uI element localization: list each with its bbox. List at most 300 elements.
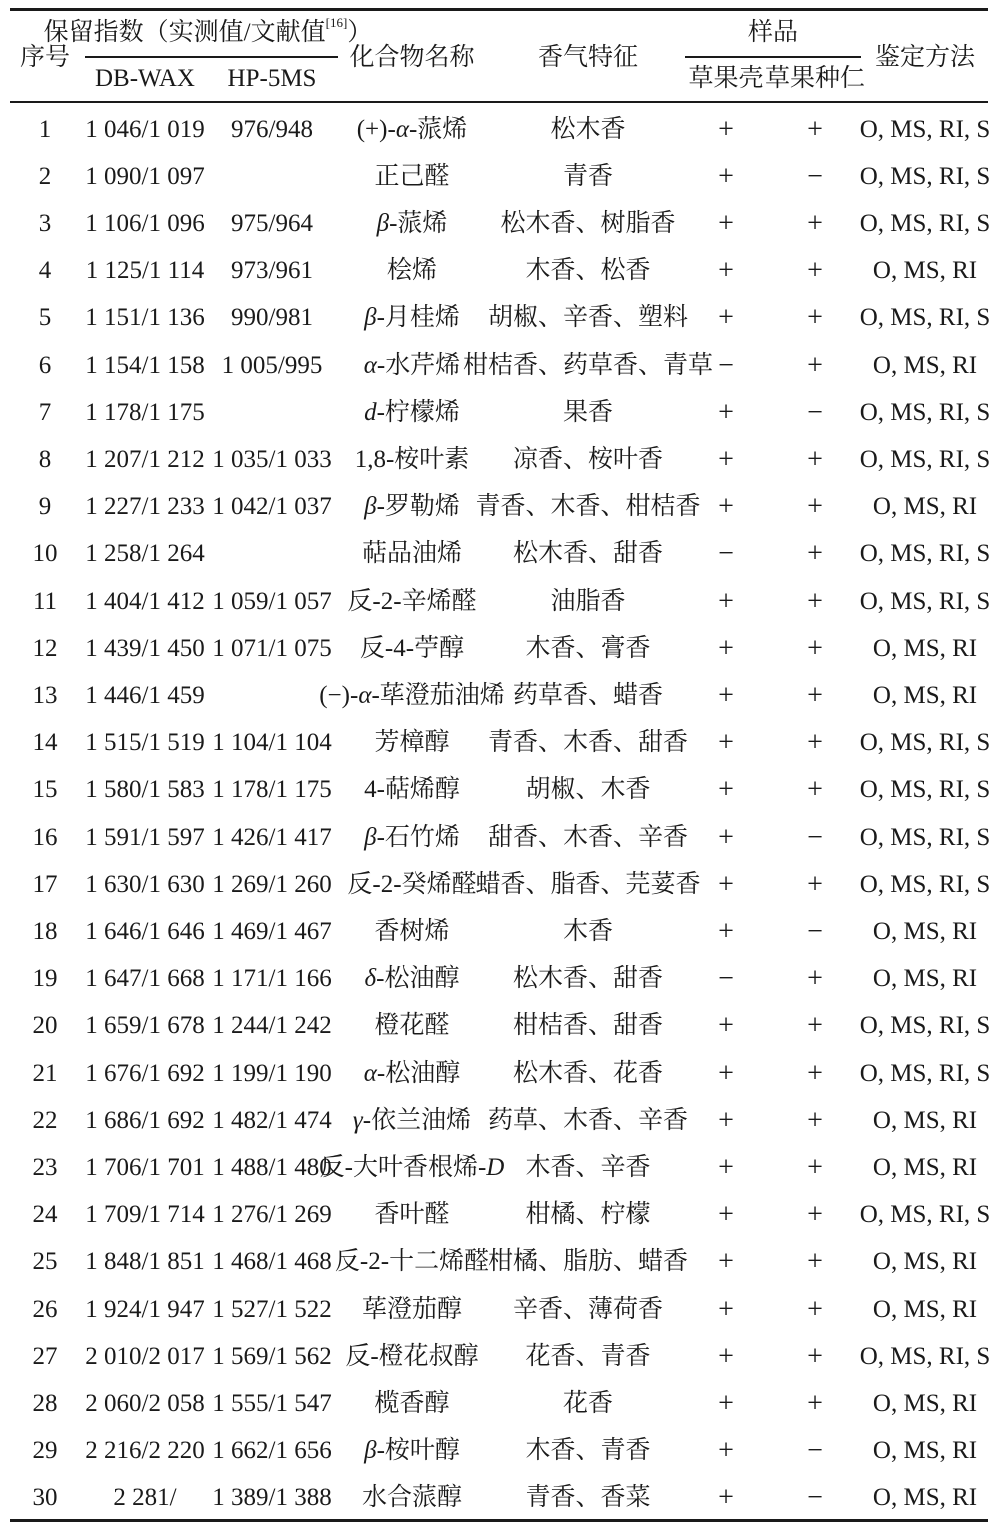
compound-name	[320, 1153, 505, 1183]
table-row	[0, 1003, 996, 1050]
hp-5ms-index: 1 389/1 388	[212, 1484, 332, 1512]
seed-presence: +	[807, 302, 823, 334]
row-number: 28	[32, 1389, 58, 1417]
table-row	[0, 1475, 996, 1522]
db-wax-index: 1 154/1 158	[85, 351, 205, 379]
table-row	[0, 908, 996, 955]
row-number: 25	[32, 1248, 58, 1276]
compound-name	[364, 775, 460, 805]
compound-italic: α	[363, 1059, 377, 1087]
compound-main: -荜澄茄油烯	[371, 681, 505, 709]
aroma-description: 木香	[562, 917, 614, 945]
aroma-description: 果香	[562, 398, 614, 426]
compound-main: 香叶醛	[374, 1201, 450, 1229]
aroma-description: 药草、木香、辛香	[487, 1106, 689, 1134]
shell-presence: +	[718, 1104, 734, 1136]
table-row	[0, 861, 996, 908]
aroma-description: 凉香、桉叶香	[512, 445, 664, 473]
hp-5ms-index: 976/948	[231, 115, 313, 143]
seed-presence: −	[807, 1482, 823, 1514]
compound-main: 榄香醇	[374, 1389, 450, 1417]
seed-presence: +	[807, 1293, 823, 1325]
seed-presence: −	[807, 915, 823, 947]
db-wax-index: 1 647/1 668	[85, 965, 205, 993]
hp-5ms-index: 990/981	[231, 304, 313, 332]
aroma-description: 甜香、木香、辛香	[487, 823, 689, 851]
seed-presence: +	[807, 1010, 823, 1042]
db-wax-index: 2 060/2 058	[85, 1389, 205, 1417]
aroma-description: 药草香、蜡香	[512, 681, 664, 709]
compound-italic: α	[358, 681, 372, 709]
compound-name	[362, 1483, 462, 1513]
aroma-description: 青香	[562, 162, 614, 190]
shell-presence: +	[718, 774, 734, 806]
compound-name	[374, 728, 449, 758]
row-number: 19	[32, 965, 58, 993]
compound-name	[377, 209, 448, 239]
seed-presence: +	[807, 1387, 823, 1419]
identification-method: O, MS, RI, S	[859, 1342, 991, 1370]
compound-italic: α	[395, 115, 409, 143]
db-wax-index: 1 046/1 019	[85, 115, 205, 143]
table-row	[0, 436, 996, 483]
compound-italic: α	[363, 351, 377, 379]
aroma-description: 柑橘、柠檬	[525, 1201, 651, 1229]
hp-5ms-index: 1 244/1 242	[212, 1012, 332, 1040]
identification-method: O, MS, RI, S	[859, 162, 991, 190]
identification-method: O, MS, RI, S	[859, 1201, 991, 1229]
seed-presence: −	[807, 1435, 823, 1467]
compound-name	[364, 351, 460, 381]
db-wax-index: 1 591/1 597	[85, 823, 205, 851]
db-wax-index: 1 446/1 459	[85, 681, 205, 709]
aroma-description: 柑桔香、药草香、青草	[462, 351, 714, 379]
db-wax-index: 1 439/1 450	[85, 634, 205, 662]
db-wax-index: 1 106/1 096	[85, 209, 205, 237]
hp-5ms-index: 1 269/1 260	[212, 870, 332, 898]
hp-5ms-index: 1 488/1 480	[212, 1153, 332, 1181]
seed-presence: +	[807, 207, 823, 239]
identification-method: O, MS, RI, S	[859, 870, 991, 898]
shell-presence: +	[718, 868, 734, 900]
table-row	[0, 1097, 996, 1144]
compound-name	[364, 1059, 460, 1089]
aroma-description: 花香	[562, 1389, 614, 1417]
compound-name	[365, 964, 460, 994]
shell-presence: +	[718, 443, 734, 475]
identification-method: O, MS, RI, S	[859, 823, 991, 851]
aroma-description: 青香、木香、甜香	[487, 729, 689, 757]
identification-method: O, MS, RI	[872, 1106, 978, 1134]
seed-presence: +	[807, 1246, 823, 1278]
table-row	[0, 248, 996, 295]
compound-name	[364, 1436, 460, 1466]
compound-name	[374, 162, 449, 192]
shell-presence: +	[718, 1151, 734, 1183]
table-row	[0, 1380, 996, 1427]
table-row	[0, 1239, 996, 1286]
aroma-description: 青香、香菜	[525, 1484, 651, 1512]
aroma-description: 松木香、甜香	[512, 540, 664, 568]
compound-italic: β	[364, 304, 377, 332]
aroma-description: 青香、木香、柑桔香	[475, 493, 701, 521]
row-number: 8	[38, 445, 52, 473]
db-wax-index: 1 227/1 233	[85, 493, 205, 521]
compound-name	[319, 681, 505, 711]
compound-name	[374, 1011, 449, 1041]
seed-presence: +	[807, 538, 823, 570]
identification-method: O, MS, RI, S	[859, 304, 991, 332]
db-wax-index: 1 709/1 714	[85, 1201, 205, 1229]
aroma-description: 木香、青香	[525, 1437, 651, 1465]
aroma-description: 松木香	[550, 115, 626, 143]
compound-main: -月桂烯	[376, 304, 460, 332]
compound-main: 反-4-苧醇	[359, 634, 465, 662]
shell-presence: +	[718, 1387, 734, 1419]
compound-italic: β	[364, 823, 377, 851]
identification-method: O, MS, RI, S	[859, 1059, 991, 1087]
shell-presence: +	[718, 821, 734, 853]
seed-presence: +	[807, 113, 823, 145]
compound-main: 反-大叶香根烯-	[319, 1153, 487, 1181]
identification-method: O, MS, RI, S	[859, 540, 991, 568]
db-wax-index: 1 686/1 692	[85, 1106, 205, 1134]
db-wax-index: 1 924/1 947	[85, 1295, 205, 1323]
hp-5ms-index: 1 468/1 468	[212, 1248, 332, 1276]
aroma-description: 松木香、树脂香	[500, 209, 676, 237]
row-number: 16	[32, 823, 58, 851]
compound-main: 桧烯	[386, 257, 438, 285]
aroma-description: 柑橘、脂肪、蜡香	[487, 1248, 689, 1276]
aroma-description: 松木香、花香	[512, 1059, 664, 1087]
compound-main: 芳樟醇	[374, 729, 450, 757]
db-wax-index: 1 207/1 212	[85, 445, 205, 473]
compound-main: -松油醇	[376, 965, 460, 993]
db-wax-index: 1 515/1 519	[85, 729, 205, 757]
aroma-description: 辛香、薄荷香	[512, 1295, 664, 1323]
db-wax-index: 1 646/1 646	[85, 917, 205, 945]
db-wax-index: 1 178/1 175	[85, 398, 205, 426]
hp-5ms-index: 1 035/1 033	[212, 445, 332, 473]
row-number: 3	[38, 209, 52, 237]
compound-main: 橙花醛	[374, 1012, 450, 1040]
db-wax-index: 1 580/1 583	[85, 776, 205, 804]
aroma-description: 蜡香、脂香、芫荽香	[475, 870, 701, 898]
hp-5ms-index: 973/961	[231, 257, 313, 285]
hp-5ms-index: 1 662/1 656	[212, 1437, 332, 1465]
identification-method: O, MS, RI	[872, 1389, 978, 1417]
compound-main: 荜澄茄醇	[361, 1295, 463, 1323]
table-row	[0, 153, 996, 200]
compound-main: -蒎烯	[389, 209, 448, 237]
shell-presence: +	[718, 1199, 734, 1231]
compound-italic: d	[364, 398, 377, 426]
table-row	[0, 1428, 996, 1475]
row-number: 10	[32, 540, 58, 568]
compound-italic: γ	[352, 1106, 363, 1134]
header-no: 序号	[19, 44, 71, 71]
table-row	[0, 1144, 996, 1191]
row-number: 29	[32, 1437, 58, 1465]
compound-main: 反-2-辛烯醛	[347, 587, 477, 615]
header-bottom-rule	[10, 101, 988, 103]
shell-presence: +	[718, 679, 734, 711]
table-row	[0, 342, 996, 389]
compound-name	[364, 398, 460, 428]
seed-presence: +	[807, 1104, 823, 1136]
table-row	[0, 672, 996, 719]
seed-presence: +	[807, 1151, 823, 1183]
hp-5ms-index: 975/964	[231, 209, 313, 237]
compound-main: 反-橙花叔醇	[345, 1342, 479, 1370]
identification-method: O, MS, RI	[872, 257, 978, 285]
seed-presence: +	[807, 868, 823, 900]
shell-presence: +	[718, 160, 734, 192]
compound-name	[347, 587, 476, 617]
row-number: 17	[32, 870, 58, 898]
table-row	[0, 1050, 996, 1097]
compound-italic: β	[376, 209, 390, 237]
retention-index-underline	[85, 56, 338, 58]
compound-main: 正己醛	[374, 162, 450, 190]
row-number: 12	[32, 634, 58, 662]
compound-name	[355, 445, 470, 475]
compound-main: 反-2-十二烯醛	[334, 1248, 490, 1276]
identification-method: O, MS, RI	[872, 1484, 978, 1512]
table-row	[0, 484, 996, 531]
shell-presence: +	[718, 1482, 734, 1514]
hp-5ms-index: 1 469/1 467	[212, 917, 332, 945]
compound-italic: δ	[364, 965, 377, 993]
row-number: 23	[32, 1153, 58, 1181]
hp-5ms-index: 1 178/1 175	[212, 776, 332, 804]
table-row	[0, 720, 996, 767]
db-wax-index: 1 125/1 114	[85, 257, 205, 285]
seed-presence: −	[807, 160, 823, 192]
identification-method: O, MS, RI, S	[859, 398, 991, 426]
table-row	[0, 295, 996, 342]
row-number: 14	[32, 729, 58, 757]
db-wax-index: 1 848/1 851	[85, 1248, 205, 1276]
row-number: 2	[38, 162, 52, 190]
identification-method: O, MS, RI	[872, 351, 978, 379]
aroma-description: 胡椒、木香	[525, 776, 651, 804]
identification-method: O, MS, RI, S	[859, 209, 991, 237]
compound-name	[364, 823, 460, 853]
compound-name	[364, 303, 460, 333]
row-number: 21	[32, 1059, 58, 1087]
aroma-description: 木香、膏香	[525, 634, 651, 662]
hp-5ms-index: 1 071/1 075	[212, 634, 332, 662]
table-top-rule	[10, 8, 988, 11]
hp-5ms-index: 1 059/1 057	[212, 587, 332, 615]
aroma-description: 胡椒、辛香、塑料	[487, 304, 689, 332]
compound-name	[362, 1295, 462, 1325]
shell-presence: +	[718, 1010, 734, 1042]
shell-presence: +	[718, 207, 734, 239]
compound-name	[374, 917, 449, 947]
compound-main: -柠檬烯	[376, 398, 460, 426]
compound-main: -罗勒烯	[376, 493, 460, 521]
db-wax-index: 1 090/1 097	[85, 162, 205, 190]
header-sample: 样品	[747, 19, 799, 46]
identification-method: O, MS, RI, S	[859, 115, 991, 143]
seed-presence: +	[807, 632, 823, 664]
hp-5ms-index: 1 171/1 166	[212, 965, 332, 993]
shell-presence: +	[718, 632, 734, 664]
header-aroma: 香气特征	[537, 44, 639, 71]
row-number: 13	[32, 681, 58, 709]
row-number: 18	[32, 917, 58, 945]
header-db-wax: DB-WAX	[95, 65, 195, 92]
hp-5ms-index: 1 005/995	[221, 351, 323, 379]
compound-name	[357, 115, 468, 145]
header-method: 鉴定方法	[874, 44, 976, 71]
identification-method: O, MS, RI	[872, 634, 978, 662]
db-wax-index: 1 258/1 264	[85, 540, 205, 568]
row-number: 5	[38, 304, 52, 332]
shell-presence: +	[718, 396, 734, 428]
db-wax-index: 1 630/1 630	[85, 870, 205, 898]
shell-presence: +	[718, 727, 734, 759]
row-number: 9	[38, 493, 52, 521]
table-row	[0, 389, 996, 436]
seed-presence: +	[807, 963, 823, 995]
shell-presence: +	[718, 585, 734, 617]
row-number: 26	[32, 1295, 58, 1323]
db-wax-index: 1 404/1 412	[85, 587, 205, 615]
identification-method: O, MS, RI	[872, 1248, 978, 1276]
row-number: 30	[32, 1484, 58, 1512]
compound-main: -水芹烯	[376, 351, 461, 379]
shell-presence: +	[718, 1057, 734, 1089]
identification-method: O, MS, RI	[872, 1295, 978, 1323]
compound-main: -蒎烯	[408, 115, 468, 143]
identification-method: O, MS, RI, S	[859, 729, 991, 757]
hp-5ms-index: 1 482/1 474	[212, 1106, 332, 1134]
header-retention-index-close: ）	[347, 19, 373, 46]
header-retention-index	[43, 15, 373, 48]
hp-5ms-index: 1 426/1 417	[212, 823, 332, 851]
sample-underline	[685, 56, 861, 58]
table-row	[0, 956, 996, 1003]
identification-method: O, MS, RI, S	[859, 445, 991, 473]
aroma-description: 木香、辛香	[525, 1153, 651, 1181]
hp-5ms-index: 1 104/1 104	[212, 729, 332, 757]
compound-italic: β	[364, 493, 377, 521]
hp-5ms-index: 1 555/1 547	[212, 1389, 332, 1417]
shell-presence: +	[718, 1246, 734, 1278]
header-hp-5ms: HP-5MS	[227, 65, 317, 92]
shell-presence: +	[718, 1293, 734, 1325]
table-row	[0, 106, 996, 153]
row-number: 15	[32, 776, 58, 804]
compound-prefix: (+)-	[356, 115, 396, 143]
compound-italic: β	[364, 1437, 377, 1465]
compound-name	[360, 634, 464, 664]
compound-name	[387, 256, 437, 286]
row-number: 6	[38, 351, 52, 379]
row-number: 24	[32, 1201, 58, 1229]
seed-presence: +	[807, 349, 823, 381]
compound-main: 香树烯	[374, 917, 450, 945]
compound-name	[335, 1247, 489, 1277]
row-number: 22	[32, 1106, 58, 1134]
identification-method: O, MS, RI	[872, 1437, 978, 1465]
shell-presence: +	[718, 302, 734, 334]
compound-main: 1,8-桉叶素	[354, 445, 470, 473]
hp-5ms-index: 1 527/1 522	[212, 1295, 332, 1323]
seed-presence: +	[807, 585, 823, 617]
db-wax-index: 1 151/1 136	[85, 304, 205, 332]
header-reference-mark: [16]	[325, 15, 348, 30]
aroma-description: 松木香、甜香	[512, 965, 664, 993]
seed-presence: −	[807, 396, 823, 428]
identification-method: O, MS, RI	[872, 917, 978, 945]
db-wax-index: 2 010/2 017	[85, 1342, 205, 1370]
compound-main: -石竹烯	[376, 823, 460, 851]
row-number: 1	[38, 115, 52, 143]
seed-presence: +	[807, 255, 823, 287]
identification-method: O, MS, RI	[872, 965, 978, 993]
identification-method: O, MS, RI	[872, 493, 978, 521]
table-row	[0, 578, 996, 625]
header-shell: 草果壳	[688, 65, 764, 92]
seed-presence: +	[807, 774, 823, 806]
table-row	[0, 1286, 996, 1333]
aroma-description: 柑桔香、甜香	[512, 1012, 664, 1040]
compound-main: 4-萜烯醇	[364, 776, 460, 804]
db-wax-index: 1 706/1 701	[85, 1153, 205, 1181]
hp-5ms-index: 1 276/1 269	[212, 1201, 332, 1229]
shell-presence: +	[718, 1340, 734, 1372]
compound-main: -依兰油烯	[362, 1106, 472, 1134]
aroma-description: 油脂香	[550, 587, 626, 615]
hp-5ms-index: 1 569/1 562	[212, 1342, 332, 1370]
shell-presence: −	[718, 538, 734, 570]
shell-presence: +	[718, 113, 734, 145]
db-wax-index: 2 281/	[113, 1484, 177, 1512]
row-number: 27	[32, 1342, 58, 1370]
row-number: 11	[32, 587, 58, 615]
seed-presence: −	[807, 821, 823, 853]
compound-name	[364, 492, 460, 522]
compound-main: -松油醇	[376, 1059, 461, 1087]
table-row	[0, 200, 996, 247]
header-retention-index-label: 保留指数（实测值/文献值	[43, 19, 326, 46]
seed-presence: +	[807, 1199, 823, 1231]
table-row	[0, 531, 996, 578]
compound-main: 反-2-癸烯醛	[347, 870, 477, 898]
compound-name	[362, 539, 462, 569]
shell-presence: +	[718, 255, 734, 287]
shell-presence: −	[718, 349, 734, 381]
seed-presence: +	[807, 679, 823, 711]
shell-presence: −	[718, 963, 734, 995]
compound-main: -桉叶醇	[376, 1437, 460, 1465]
compound-italic-tail: D	[486, 1153, 505, 1181]
shell-presence: +	[718, 1435, 734, 1467]
table-row	[0, 1192, 996, 1239]
shell-presence: +	[718, 915, 734, 947]
compound-name	[353, 1106, 471, 1136]
row-number: 4	[38, 257, 52, 285]
aroma-description: 花香、青香	[525, 1342, 651, 1370]
seed-presence: +	[807, 491, 823, 523]
compound-name	[345, 1342, 478, 1372]
compound-name	[374, 1200, 449, 1230]
identification-method: O, MS, RI, S	[859, 776, 991, 804]
